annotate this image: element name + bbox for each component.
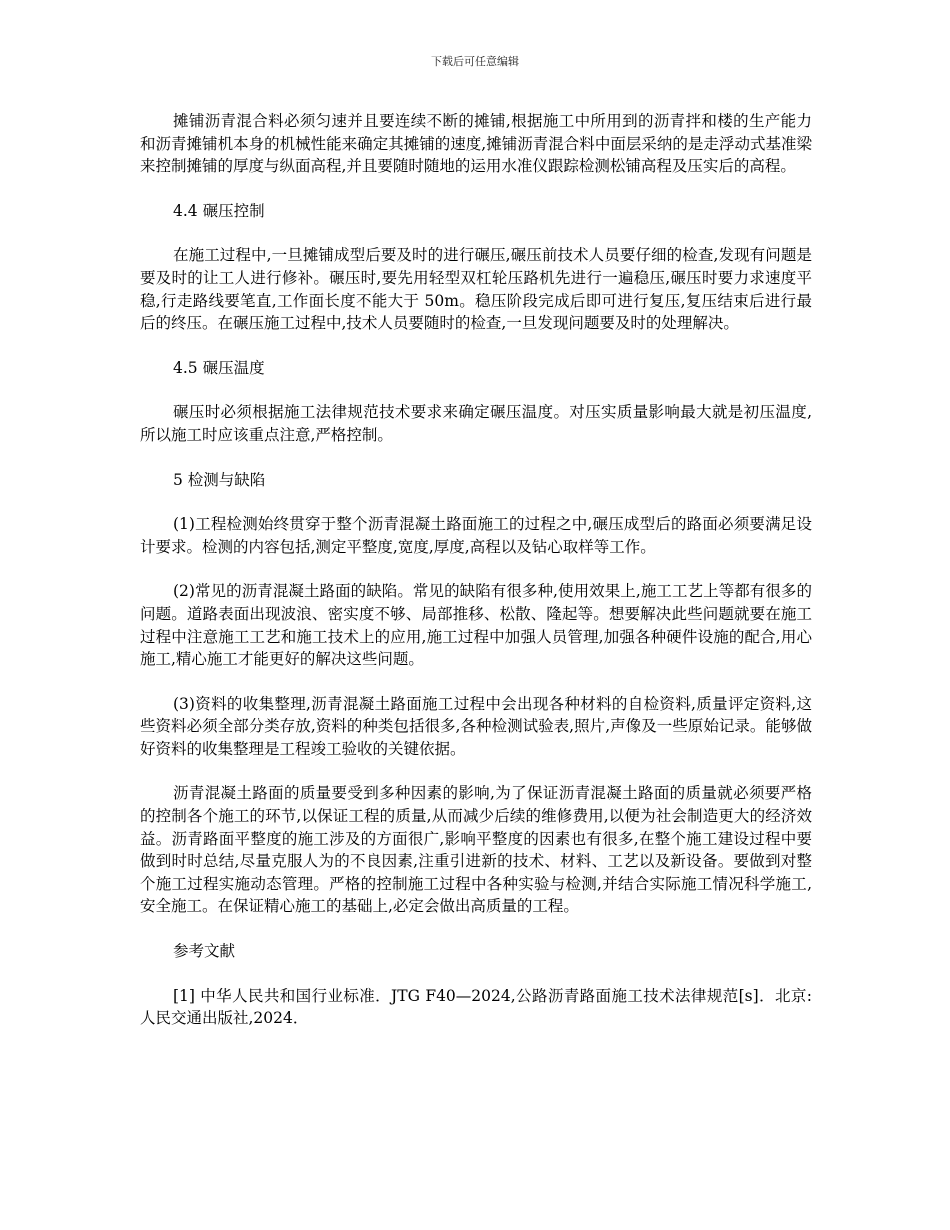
paragraph-rolling-control: 在施工过程中,一旦摊铺成型后要及时的进行碾压,碾压前技术人员要仔细的检查,发现有问题是要及时的让工人进行修补。碾压时,要先用轻型双杠轮压路机先进行一遍稳压,碾压时要力求速度平稳,行走路线要笔直,工作面长度不能大于 50m。稳压阶段完成后即可进行复压,复压结束后进行最后的终压。在碾压施工过程中,技术人员要随时的检查,一旦发现问题要及时的处理解决。 bbox=[140, 246, 812, 333]
paragraph-inspection: (1)工程检测始终贯穿于整个沥青混凝土路面施工的过程之中,碾压成型后的路面必须要满足设计要求。检测的内容包括,测定平整度,宽度,厚度,高程以及钻心取样等工作。 bbox=[140, 515, 812, 556]
paragraph-conclusion: 沥青混凝土路面的质量要受到多种因素的影响,为了保证沥青混凝土路面的质量就必须要严格的控制各个施工的环节,以保证工程的质量,从而减少后续的维修费用,以便为社会制造更大的经济效益。沥青路面平整度的施工涉及的方面很广,影响平整度的因素也有很多,在整个施工建设过程中要做到时时总结,尽量克服人为的不良因素,注重引进新的技术、材料、工艺以及新设备。要做到对整个施工过程实施动态管理。严格的控制施工过程中各种实验与检测,并结合实际施工情况科学施工,安全施工。在保证精心施工的基础上,必定会做出高质量的工程。 bbox=[140, 784, 812, 916]
paragraph-paving: 摊铺沥青混合料必须匀速并且要连续不断的摊铺,根据施工中所用到的沥青拌和楼的生产能力和沥青摊铺机本身的机械性能来确定其摊铺的速度,摊铺沥青混合料中面层采纳的是走浮动式基准梁来控制摊铺的厚度与纵面高程,并且要随时随地的运用水准仪跟踪检测松铺高程及压实后的高程。 bbox=[140, 112, 812, 176]
paragraph-records: (3)资料的收集整理,沥青混凝土路面施工过程中会出现各种材料的自检资料,质量评定资料,这些资料必须全部分类存放,资料的种类包括很多,各种检测试验表,照片,声像及一些原始记录。能够做好资料的收集整理是工程竣工验收的关键依据。 bbox=[140, 694, 812, 758]
section-heading-references: 参考文献 bbox=[173, 942, 236, 961]
paragraph-defects: (2)常见的沥青混凝土路面的缺陷。常见的缺陷有很多种,使用效果上,施工工艺上等都有很多的问题。道路表面出现波浪、密实度不够、局部推移、松散、隆起等。想要解决此些问题就要在施工过程中注意施工工艺和施工技术上的应用,施工过程中加强人员管理,加强各种硬件设施的配合,用心施工,精心施工才能更好的解决这些问题。 bbox=[140, 582, 812, 669]
document-body bbox=[140, 110, 812, 1052]
paragraph-rolling-temperature: 碾压时必须根据施工法律规范技术要求来确定碾压温度。对压实质量影响最大就是初压温度,所以施工时应该重点注意,严格控制。 bbox=[140, 403, 812, 444]
page-header: 下载后可任意编辑 bbox=[431, 55, 519, 68]
section-heading-inspection-defects: 5 检测与缺陷 bbox=[173, 470, 266, 489]
section-heading-rolling-control: 4.4 碾压控制 bbox=[173, 201, 265, 220]
section-heading-rolling-temperature: 4.5 碾压温度 bbox=[173, 358, 265, 377]
reference-item: [1] 中华人民共和国行业标准．JTG F40—2024,公路沥青路面施工技术法律规范[s]．北京:人民交通出版社,2024． bbox=[140, 986, 812, 1028]
